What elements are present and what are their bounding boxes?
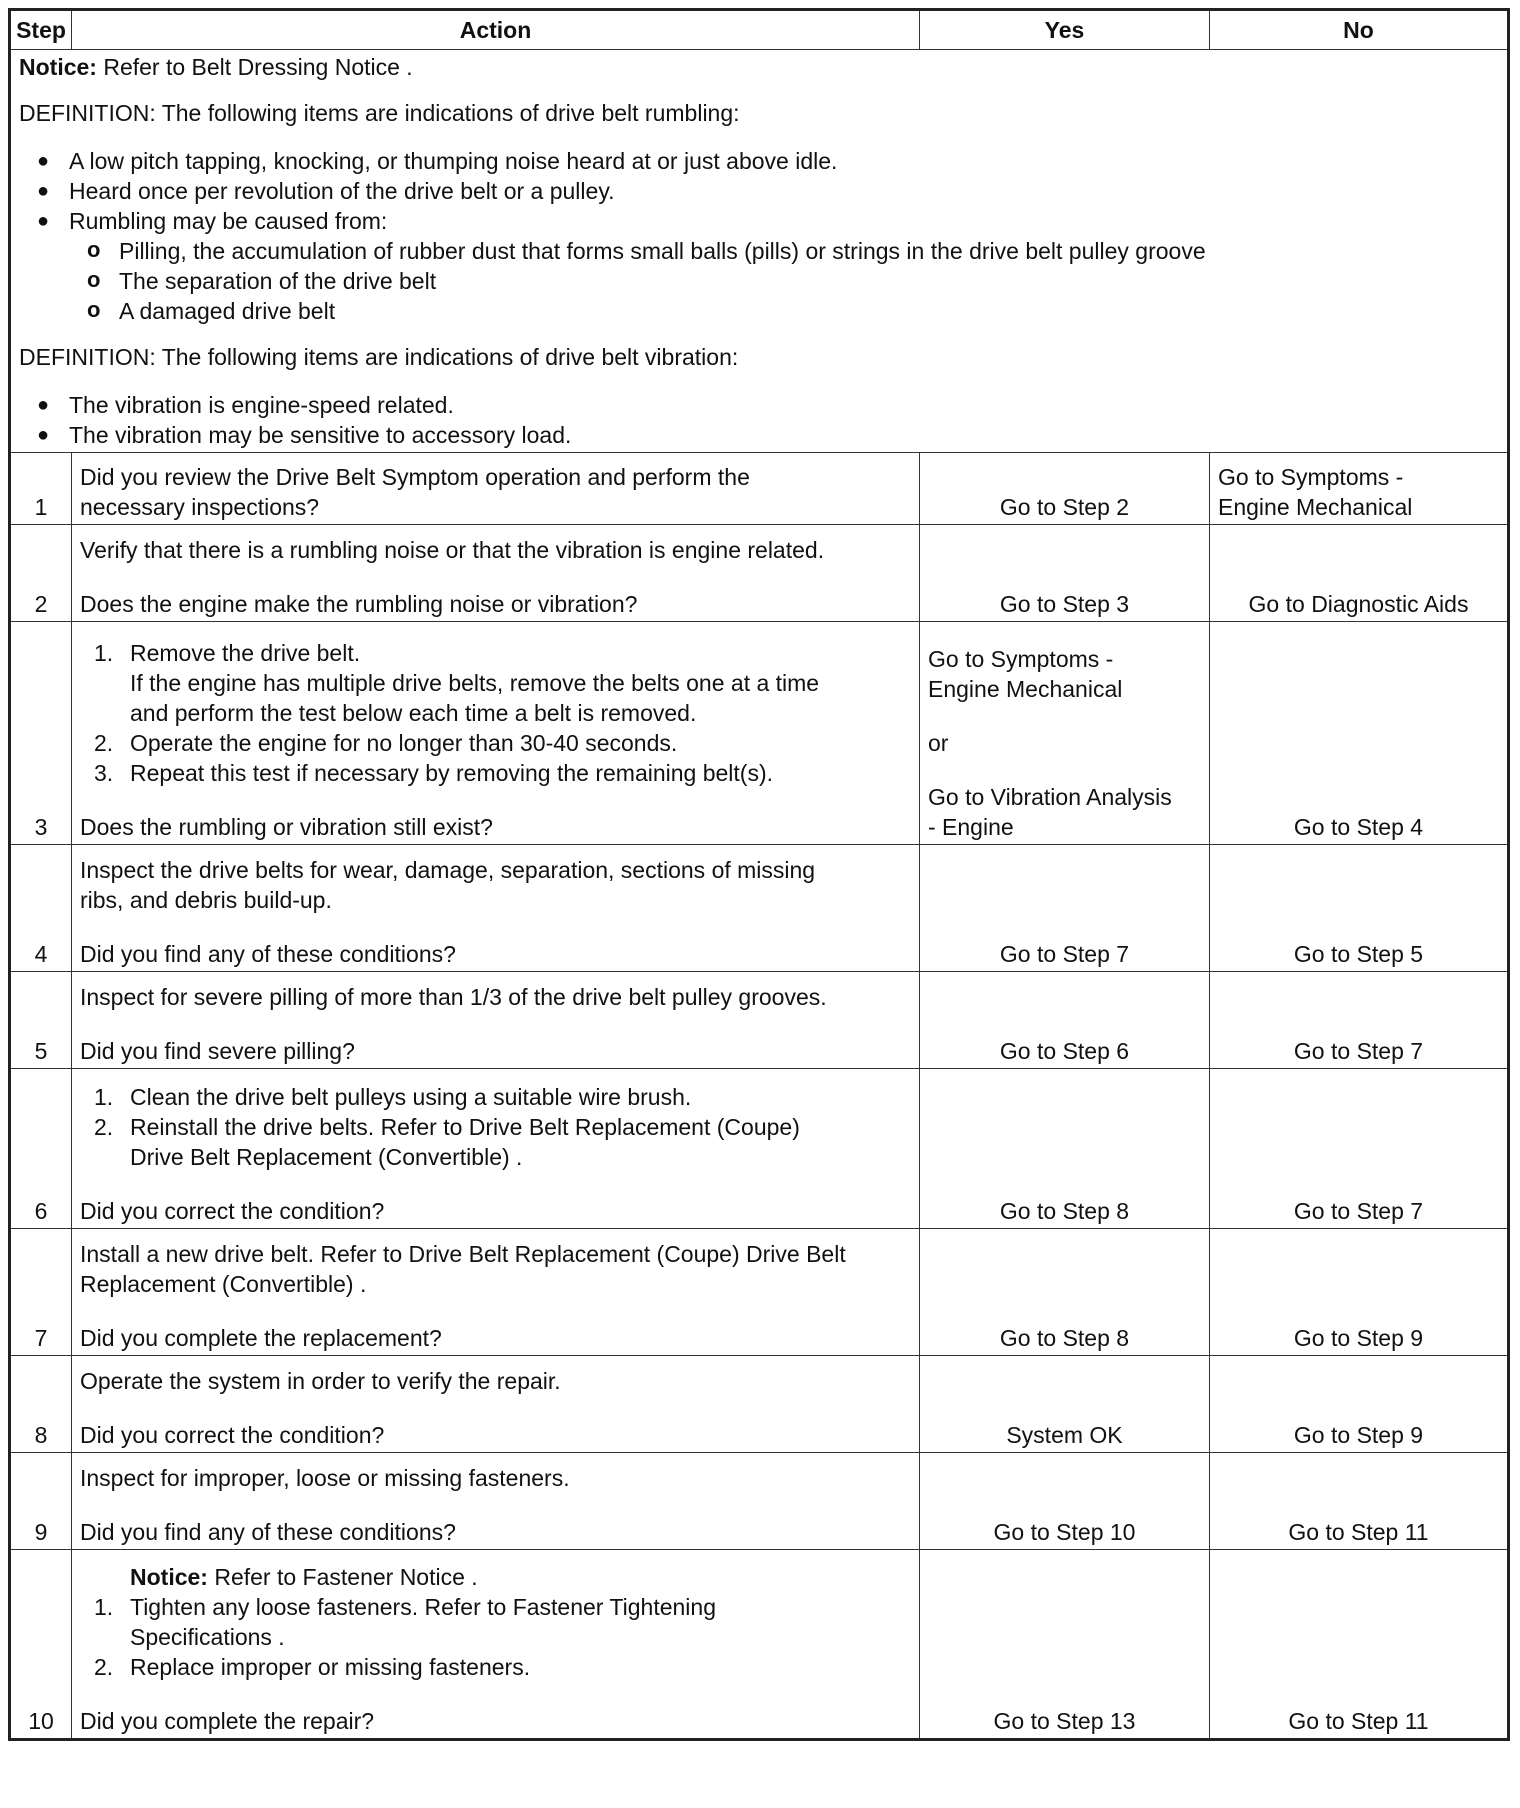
action-cell: [72, 1069, 920, 1229]
header-step: Step: [10, 10, 72, 50]
list-item: ● The vibration may be sensitive to accessory load.: [19, 420, 1499, 450]
yes-cell: Go to Step 2: [920, 453, 1210, 525]
procedure-list: [80, 1082, 911, 1172]
table-row: [10, 622, 1509, 845]
item-number: 1.: [94, 1084, 114, 1110]
procedure-item: [80, 638, 911, 728]
no-text: Go to Symptoms -: [1218, 464, 1404, 490]
table-row: [10, 1356, 1509, 1453]
no-cell: Go to Step 4: [1210, 622, 1509, 845]
yes-cell: Go to Step 13: [920, 1550, 1210, 1740]
procedure-item: [80, 1112, 911, 1172]
action-question: Did you find any of these conditions?: [80, 941, 456, 967]
action-question: Did you complete the replacement?: [80, 1325, 442, 1351]
yes-cell: [920, 622, 1210, 845]
action-text: necessary inspections?: [80, 494, 320, 520]
table-row: [10, 525, 1509, 622]
no-cell: Go to Step 9: [1210, 1229, 1509, 1356]
step-number: 3: [10, 622, 72, 845]
procedure-item: [80, 1592, 911, 1652]
list-item: [19, 206, 1499, 326]
action-text: ribs, and debris build-up.: [80, 887, 332, 913]
yes-cell: Go to Step 10: [920, 1453, 1210, 1550]
table-row: [10, 453, 1509, 525]
action-cell: [72, 622, 920, 845]
action-cell: [72, 1229, 920, 1356]
item-text: If the engine has multiple drive belts, remove the belts one at a time: [130, 670, 820, 696]
no-cell: [1210, 453, 1509, 525]
item-text: Specifications .: [130, 1624, 285, 1650]
no-cell: Go to Step 7: [1210, 972, 1509, 1069]
step-number: 10: [10, 1550, 72, 1740]
procedure-item: [80, 1652, 911, 1682]
yes-cell: Go to Step 3: [920, 525, 1210, 622]
item-text: Replace improper or missing fasteners.: [130, 1654, 531, 1680]
header-row: [10, 10, 1509, 50]
item-text: and perform the test below each time a belt is removed.: [130, 700, 697, 726]
list-item-text: Rumbling may be caused from:: [69, 208, 388, 234]
notice-label: Notice:: [19, 54, 97, 80]
table-row: [10, 1453, 1509, 1550]
item-number: 1.: [94, 1594, 114, 1620]
action-text: Inspect for improper, loose or missing fasteners.: [80, 1465, 570, 1491]
header-no: No: [1210, 10, 1509, 50]
item-number: 2.: [94, 1654, 114, 1680]
procedure-item: [80, 1082, 911, 1112]
no-cell: Go to Step 11: [1210, 1550, 1509, 1740]
table-row: [10, 845, 1509, 972]
list-item: ● Heard once per revolution of the drive belt or a pulley.: [19, 176, 1499, 206]
table-row: [10, 1229, 1509, 1356]
yes-text: Go to Symptoms -: [928, 646, 1114, 672]
header-yes: Yes: [920, 10, 1210, 50]
table-row: [10, 1550, 1509, 1740]
table-row: [10, 1069, 1509, 1229]
item-text: Repeat this test if necessary by removing the remaining belt(s).: [130, 760, 774, 786]
item-number: 2.: [94, 1114, 114, 1140]
step-number: 9: [10, 1453, 72, 1550]
rumbling-list: [19, 146, 1499, 326]
action-text: Inspect the drive belts for wear, damage, separation, sections of missing: [80, 857, 816, 883]
item-text: Operate the engine for no longer than 30-40 seconds.: [130, 730, 678, 756]
step-number: 4: [10, 845, 72, 972]
action-cell: [72, 1356, 920, 1453]
notice-cell: [10, 50, 1509, 453]
action-text: Verify that there is a rumbling noise or that the vibration is engine related.: [80, 537, 825, 563]
action-cell: [72, 1550, 920, 1740]
action-text: Did you review the Drive Belt Symptom operation and perform the: [80, 464, 750, 490]
definition-rumbling: DEFINITION: The following items are indications of drive belt rumbling:: [19, 100, 740, 126]
action-question: Did you find severe pilling?: [80, 1038, 355, 1064]
action-text: Replacement (Convertible) .: [80, 1271, 367, 1297]
item-text: Tighten any loose fasteners. Refer to Fastener Tightening: [130, 1594, 716, 1620]
yes-cell: Go to Step 6: [920, 972, 1210, 1069]
list-item: ● A low pitch tapping, knocking, or thumping noise heard at or just above idle.: [19, 146, 1499, 176]
yes-cell: Go to Step 8: [920, 1069, 1210, 1229]
action-cell: [72, 845, 920, 972]
sub-list-item: o Pilling, the accumulation of rubber dust that forms small balls (pills) or strings in the drive belt pulley groove: [69, 236, 1499, 266]
item-number: 3.: [94, 760, 114, 786]
no-cell: Go to Step 7: [1210, 1069, 1509, 1229]
step-notice-label: Notice:: [130, 1564, 208, 1590]
action-question: Did you correct the condition?: [80, 1422, 385, 1448]
item-number: 2.: [94, 730, 114, 756]
procedure-item: [80, 758, 911, 788]
step-number: 8: [10, 1356, 72, 1453]
yes-cell: System OK: [920, 1356, 1210, 1453]
step-number: 5: [10, 972, 72, 1069]
procedure-list: [80, 638, 911, 788]
yes-text: or: [928, 730, 949, 756]
no-cell: Go to Step 11: [1210, 1453, 1509, 1550]
notice-line: [19, 52, 1499, 82]
step-number: 2: [10, 525, 72, 622]
step-notice-text: Refer to Fastener Notice .: [207, 1564, 478, 1590]
item-text: Drive Belt Replacement (Convertible) .: [130, 1144, 523, 1170]
vibration-list: [19, 390, 1499, 450]
action-cell: [72, 972, 920, 1069]
no-text: Engine Mechanical: [1218, 494, 1413, 520]
action-cell: [72, 453, 920, 525]
list-item: ● The vibration is engine-speed related.: [19, 390, 1499, 420]
step-number: 7: [10, 1229, 72, 1356]
step-number: 1: [10, 453, 72, 525]
action-question: Did you find any of these conditions?: [80, 1519, 456, 1545]
item-text: Remove the drive belt.: [130, 640, 361, 666]
no-cell: Go to Diagnostic Aids: [1210, 525, 1509, 622]
action-question: Does the rumbling or vibration still exist?: [80, 814, 493, 840]
table-row: [10, 972, 1509, 1069]
no-cell: Go to Step 5: [1210, 845, 1509, 972]
action-cell: [72, 525, 920, 622]
no-cell: Go to Step 9: [1210, 1356, 1509, 1453]
action-text: Install a new drive belt. Refer to Drive Belt Replacement (Coupe) Drive Belt: [80, 1241, 846, 1267]
procedure-item: [80, 728, 911, 758]
diagnostic-table: [8, 8, 1510, 1741]
action-question: Did you correct the condition?: [80, 1198, 385, 1224]
definition-vibration: DEFINITION: The following items are indications of drive belt vibration:: [19, 344, 739, 370]
item-number: 1.: [94, 640, 114, 666]
action-text: Operate the system in order to verify the repair.: [80, 1368, 561, 1394]
yes-text: Engine Mechanical: [928, 676, 1123, 702]
rumbling-causes-list: [69, 236, 1499, 326]
notice-row: [10, 50, 1509, 453]
yes-cell: Go to Step 7: [920, 845, 1210, 972]
action-text: Inspect for severe pilling of more than 1/3 of the drive belt pulley grooves.: [80, 984, 827, 1010]
header-action: Action: [72, 10, 920, 50]
notice-text: Refer to Belt Dressing Notice .: [96, 54, 413, 80]
step-notice: [80, 1562, 911, 1592]
yes-text: Go to Vibration Analysis: [928, 784, 1172, 810]
action-question: Did you complete the repair?: [80, 1708, 375, 1734]
step-number: 6: [10, 1069, 72, 1229]
item-text: Clean the drive belt pulleys using a suitable wire brush.: [130, 1084, 692, 1110]
procedure-list: [80, 1592, 911, 1682]
sub-list-item: o A damaged drive belt: [69, 296, 1499, 326]
sub-list-item: o The separation of the drive belt: [69, 266, 1499, 296]
action-cell: [72, 1453, 920, 1550]
action-question: Does the engine make the rumbling noise or vibration?: [80, 591, 638, 617]
yes-text: - Engine: [928, 814, 1014, 840]
yes-cell: Go to Step 8: [920, 1229, 1210, 1356]
item-text: Reinstall the drive belts. Refer to Drive Belt Replacement (Coupe): [130, 1114, 800, 1140]
